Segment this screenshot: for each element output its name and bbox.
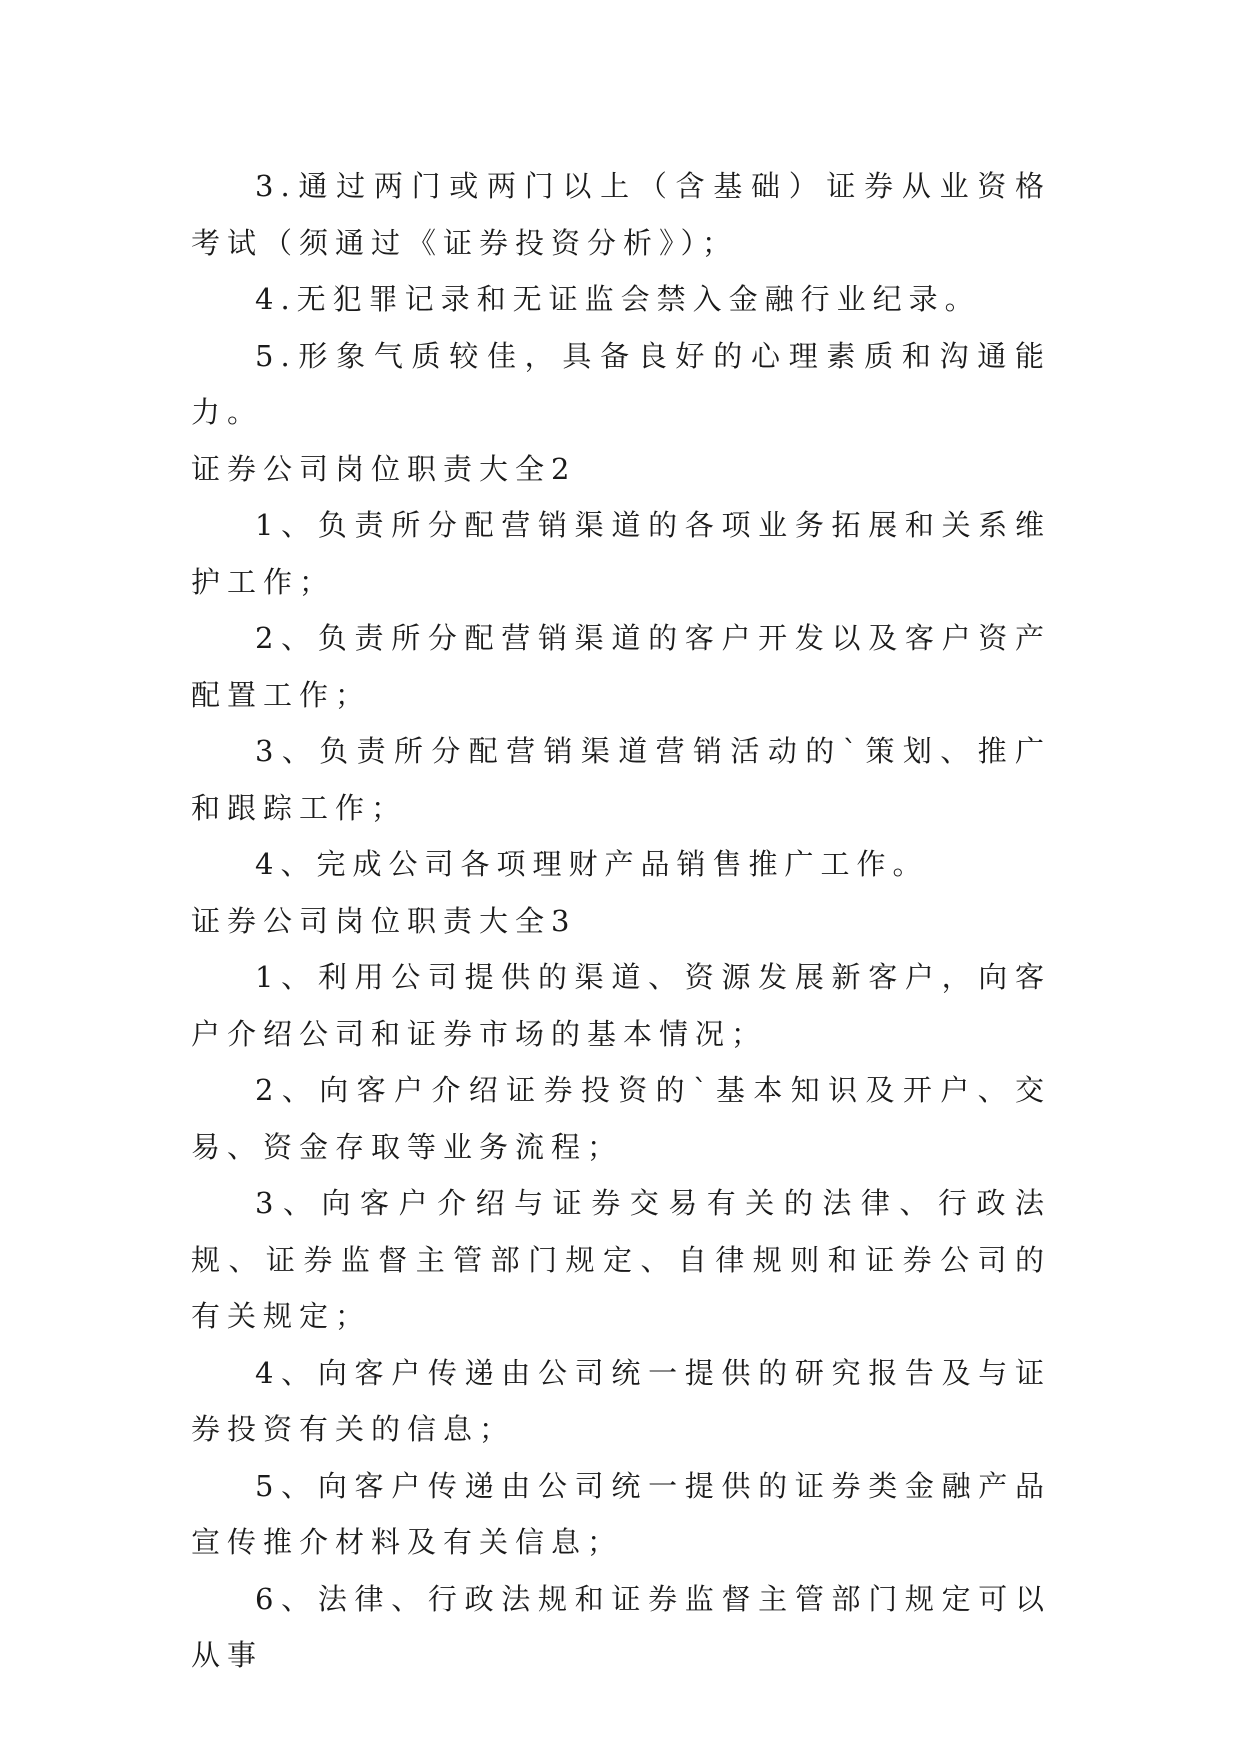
- section-heading-2: 证券公司岗位职责大全2: [191, 451, 577, 486]
- document-body: [191, 158, 1051, 1684]
- duty-item-3-1: 1、利用公司提供的渠道、资源发展新客户，向客户介绍公司和证券市场的基本情况；: [191, 960, 1051, 1051]
- duty-item-2-2: 2、负责所分配营销渠道的客户开发以及客户资产配置工作；: [191, 621, 1051, 712]
- duty-item-2-4: 4、完成公司各项理财产品销售推广工作。: [255, 847, 929, 881]
- section-heading-3: 证券公司岗位职责大全3: [191, 903, 577, 938]
- duty-item-2-3: 3、负责所分配营销渠道营销活动的`策划、推广和跟踪工作；: [191, 734, 1051, 825]
- requirement-item-4: 4.无犯罪记录和无证监会禁入金融行业纪录。: [255, 282, 981, 316]
- duty-item-3-3: 3、向客户介绍与证券交易有关的法律、行政法规、证券监督主管部门规定、自律规则和证券公司的有关规定；: [191, 1186, 1051, 1333]
- duty-item-3-4: 4、向客户传递由公司统一提供的研究报告及与证券投资有关的信息；: [191, 1355, 1051, 1446]
- duty-item-2-1: 1、负责所分配营销渠道的各项业务拓展和关系维护工作；: [191, 508, 1051, 599]
- duty-item-3-6: 6、法律、行政法规和证券监督主管部门规定可以从事: [191, 1581, 1051, 1672]
- requirement-item-5: 5.形象气质较佳，具备良好的心理素质和沟通能力。: [191, 338, 1051, 429]
- duty-item-3-5: 5、向客户传递由公司统一提供的证券类金融产品宣传推介材料及有关信息；: [191, 1468, 1051, 1559]
- duty-item-3-2: 2、向客户介绍证券投资的`基本知识及开户、交易、资金存取等业务流程；: [191, 1073, 1051, 1164]
- requirement-item-3: 3.通过两门或两门以上（含基础）证券从业资格考试（须通过《证券投资分析》）；: [191, 169, 1051, 260]
